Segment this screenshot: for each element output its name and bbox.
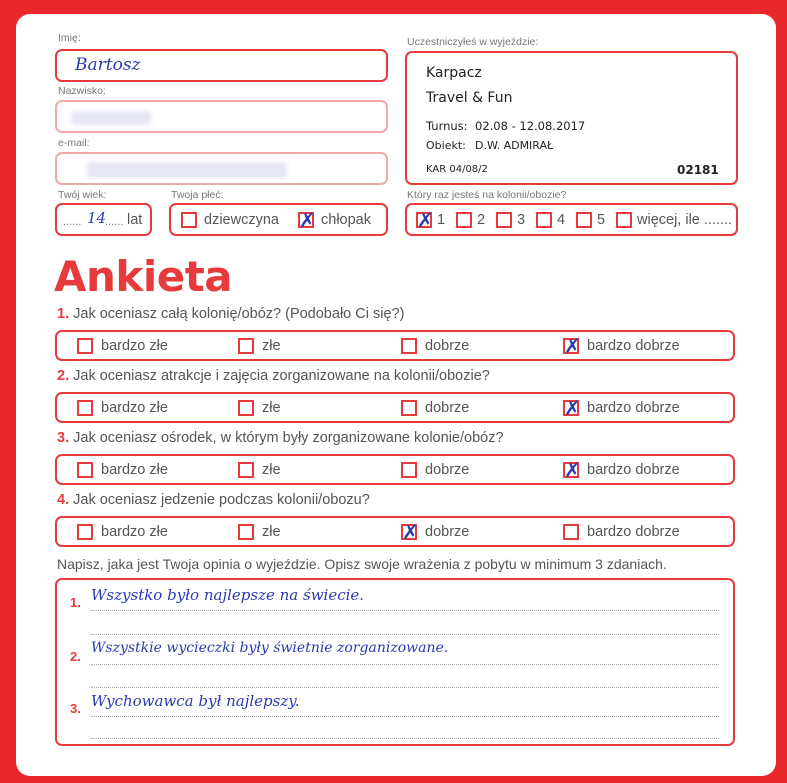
gender-female-label: dziewczyna <box>204 212 279 228</box>
trip-turnus-value: 02.08 - 12.08.2017 <box>475 119 586 133</box>
times-5-label: 5 <box>597 212 606 228</box>
trip-obiekt-value: D.W. ADMIRAŁ <box>475 139 554 152</box>
trip-organizer: Travel & Fun <box>426 90 513 106</box>
question-1-option-2-checkbox[interactable] <box>238 338 254 354</box>
times-label: Który raz jesteś na kolonii/obozie? <box>407 189 567 201</box>
question-3-option-2-label: złe <box>262 462 281 478</box>
opinion-line-2-text: Wszystkie wycieczki były świetnie zorganizowane. <box>91 640 449 656</box>
question-4-option-1-checkbox[interactable] <box>77 524 93 540</box>
question-3-option-4-checkbox[interactable] <box>563 458 581 482</box>
question-2-option-4-label: bardzo dobrze <box>587 400 680 416</box>
name-field[interactable] <box>55 49 388 82</box>
question-4-option-2-checkbox[interactable] <box>238 524 254 540</box>
times-field <box>405 203 738 236</box>
question-2-option-2-checkbox[interactable] <box>238 400 254 416</box>
question-4-option-3-checkbox[interactable] <box>401 520 419 544</box>
trip-turnus-label: Turnus: <box>426 119 468 133</box>
trip-destination: Karpacz <box>426 65 482 81</box>
surname-field[interactable] <box>55 100 388 133</box>
question-1-option-2-label: złe <box>262 338 281 354</box>
trip-obiekt-label: Obiekt: <box>426 139 466 152</box>
question-1-option-1-label: bardzo złe <box>101 338 168 354</box>
opinion-line-3-rule <box>91 716 719 717</box>
gender-female-checkbox[interactable] <box>181 212 197 228</box>
question-1-option-4-checkbox[interactable] <box>563 334 581 358</box>
opinion-line-3-text: Wychowawca był najlepszy. <box>91 692 300 710</box>
opinion-line-2b-rule <box>91 687 719 688</box>
trip-label: Uczestniczyłeś w wyjeździe: <box>407 36 539 48</box>
question-4-option-1-label: bardzo złe <box>101 524 168 540</box>
times-4-checkbox[interactable] <box>536 212 552 228</box>
times-1-checkbox[interactable] <box>416 208 434 232</box>
opinion-box[interactable] <box>55 578 735 746</box>
question-4-option-2-label: złe <box>262 524 281 540</box>
question-1-option-3-label: dobrze <box>425 338 470 354</box>
email-label: e-mail: <box>58 137 90 149</box>
question-1-option-3-checkbox[interactable] <box>401 338 417 354</box>
email-redacted <box>87 162 287 178</box>
question-2-option-3-checkbox[interactable] <box>401 400 417 416</box>
question-3-option-1-label: bardzo złe <box>101 462 168 478</box>
opinion-line-1-num: 1. <box>70 595 81 610</box>
question-1-text: Jak oceniasz całą kolonię/obóz? (Podobało Ci się?) <box>73 306 405 322</box>
question-3 <box>57 430 504 446</box>
question-4-number: 4. <box>57 492 70 508</box>
times-4-label: 4 <box>557 212 566 228</box>
question-2-option-1-label: bardzo złe <box>101 400 168 416</box>
times-1-mark: ✗ <box>417 208 434 232</box>
age-dots-left: ...... <box>63 216 82 228</box>
times-2-label: 2 <box>477 212 486 228</box>
gender-label: Twoja płeć: <box>171 189 224 201</box>
question-3-option-3-checkbox[interactable] <box>401 462 417 478</box>
question-2 <box>57 368 490 384</box>
question-4-text: Jak oceniasz jedzenie podczas kolonii/obozu? <box>73 492 370 508</box>
times-2-checkbox[interactable] <box>456 212 472 228</box>
surname-redacted <box>71 111 151 125</box>
question-4-mark: ✗ <box>402 520 419 544</box>
question-3-option-2-checkbox[interactable] <box>238 462 254 478</box>
opinion-line-1b-rule <box>91 634 719 635</box>
question-4-option-4-checkbox[interactable] <box>563 524 579 540</box>
times-more-label: więcej, ile ....... <box>637 212 733 228</box>
question-3-number: 3. <box>57 430 70 446</box>
email-field[interactable] <box>55 152 388 185</box>
surname-label: Nazwisko: <box>58 85 106 97</box>
name-label: Imię: <box>58 32 81 44</box>
trip-code: KAR 04/08/2 <box>426 164 488 175</box>
question-2-option-1-checkbox[interactable] <box>77 400 93 416</box>
times-1-label: 1 <box>437 212 446 228</box>
opinion-prompt: Napisz, jaka jest Twoja opinia o wyjeździe. Opisz swoje wrażenia z pobytu w minimum 3 zdaniach. <box>57 556 667 572</box>
question-4 <box>57 492 370 508</box>
opinion-line-3b-rule <box>91 738 719 739</box>
question-1 <box>57 306 404 322</box>
opinion-line-3-num: 3. <box>70 701 81 716</box>
question-3-option-4-label: bardzo dobrze <box>587 462 680 478</box>
times-3-checkbox[interactable] <box>496 212 512 228</box>
trip-number: 02181 <box>677 163 719 177</box>
question-3-mark: ✗ <box>564 458 581 482</box>
question-2-number: 2. <box>57 368 70 384</box>
age-label: Twój wiek: <box>58 189 107 201</box>
question-2-mark: ✗ <box>564 396 581 420</box>
gender-male-label: chłopak <box>321 212 371 228</box>
question-3-option-1-checkbox[interactable] <box>77 462 93 478</box>
opinion-line-2-rule <box>91 664 719 665</box>
question-3-options <box>55 454 735 485</box>
gender-male-mark: ✗ <box>299 208 316 232</box>
age-unit: lat <box>127 212 143 228</box>
question-1-number: 1. <box>57 306 70 322</box>
question-2-option-2-label: złe <box>262 400 281 416</box>
question-2-options <box>55 392 735 423</box>
question-4-option-4-label: bardzo dobrze <box>587 524 680 540</box>
question-1-options <box>55 330 735 361</box>
question-2-option-4-checkbox[interactable] <box>563 396 581 420</box>
gender-field <box>169 203 388 236</box>
name-value: Bartosz <box>75 55 141 75</box>
opinion-line-2-num: 2. <box>70 649 81 664</box>
times-more-checkbox[interactable] <box>616 212 632 228</box>
opinion-line-1-text: Wszystko było najlepsze na świecie. <box>91 586 365 604</box>
trip-box <box>405 51 738 185</box>
age-dots-right: ...... <box>105 216 124 228</box>
question-3-option-3-label: dobrze <box>425 462 470 478</box>
opinion-line-1-rule <box>91 610 719 611</box>
age-field[interactable] <box>55 203 152 236</box>
question-1-option-1-checkbox[interactable] <box>77 338 93 354</box>
survey-title: Ankieta <box>54 252 233 301</box>
question-1-option-4-label: bardzo dobrze <box>587 338 680 354</box>
times-5-checkbox[interactable] <box>576 212 592 228</box>
question-4-options <box>55 516 735 547</box>
gender-male-checkbox[interactable] <box>298 208 316 232</box>
times-3-label: 3 <box>517 212 526 228</box>
question-2-option-3-label: dobrze <box>425 400 470 416</box>
question-2-text: Jak oceniasz atrakcje i zajęcia zorganizowane na kolonii/obozie? <box>73 368 490 384</box>
question-1-mark: ✗ <box>564 334 581 358</box>
question-3-text: Jak oceniasz ośrodek, w którym były zorganizowane kolonie/obóz? <box>73 430 504 446</box>
question-4-option-3-label: dobrze <box>425 524 470 540</box>
age-value: 14 <box>87 209 107 227</box>
